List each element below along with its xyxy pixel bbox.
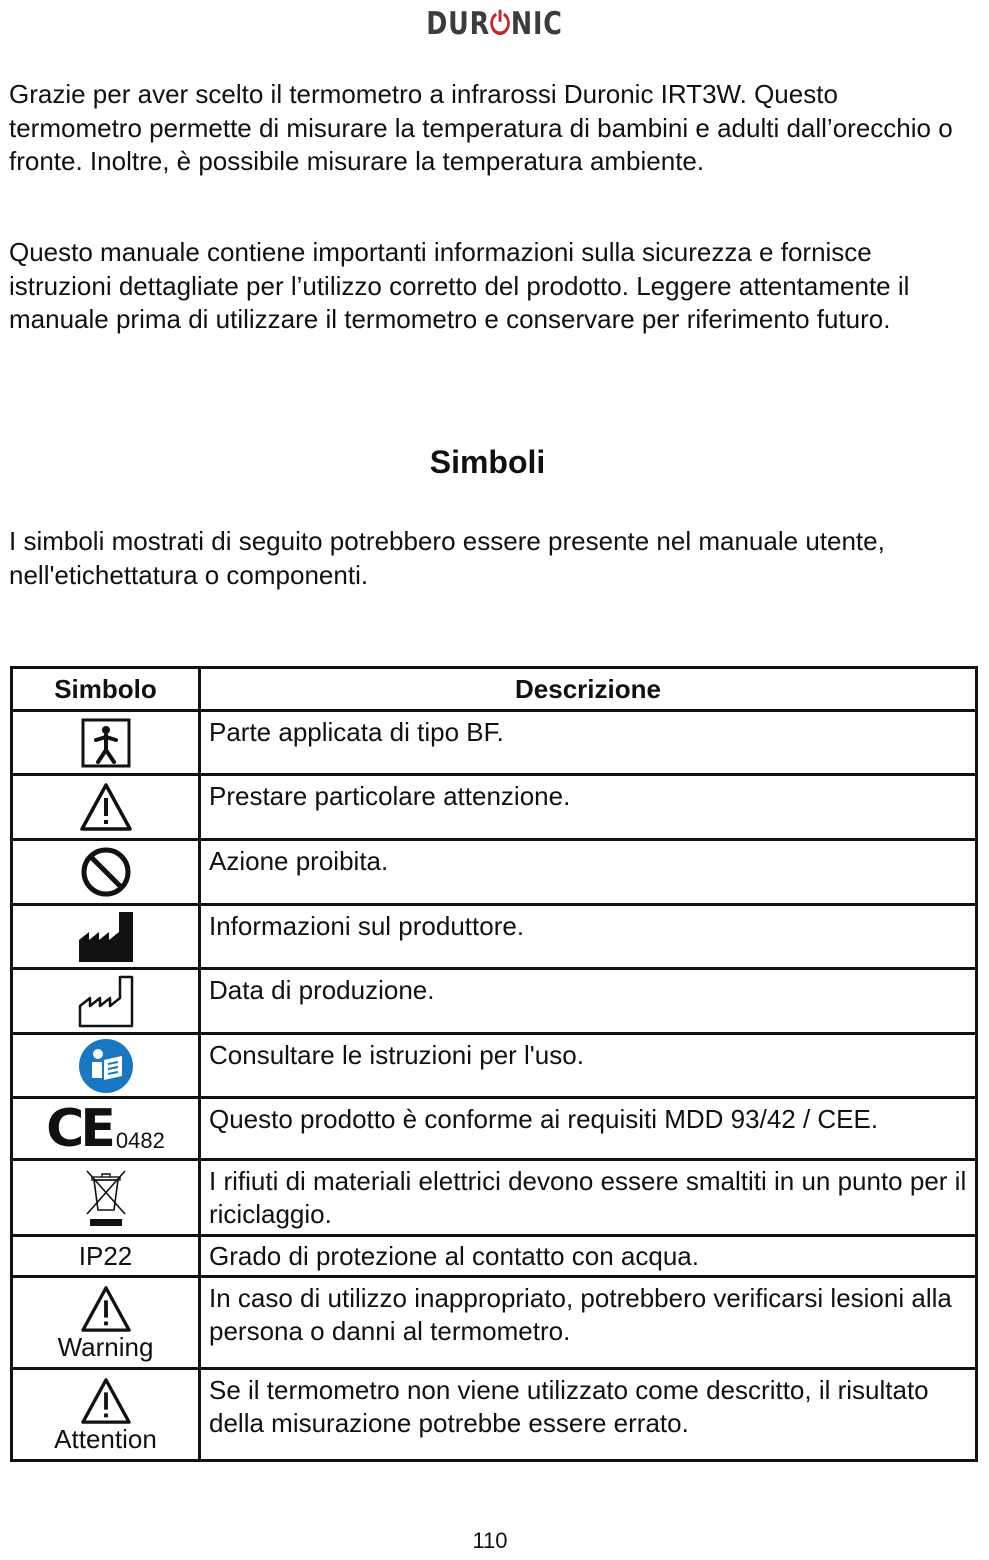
warning-triangle-icon: [80, 1377, 132, 1425]
symbol-cell: [12, 969, 200, 1034]
table-row: [12, 1236, 977, 1277]
description-cell: Questo prodotto è conforme ai requisiti MDD 93/42 / CEE.: [200, 1098, 977, 1160]
symbol-cell: [12, 840, 200, 905]
description-cell: Prestare particolare attenzione.: [200, 775, 977, 840]
prohibited-icon: [80, 846, 132, 898]
table-row: [12, 1277, 977, 1369]
power-icon: ⏻: [489, 6, 511, 42]
ip-rating-label: IP22: [12, 1236, 200, 1277]
table-row: [12, 775, 977, 840]
description-cell: Informazioni sul produttore.: [200, 905, 977, 969]
table-row: [12, 840, 977, 905]
column-header-description: Descrizione: [200, 668, 977, 711]
consult-instructions-icon: [78, 1038, 134, 1094]
column-header-symbol: Simbolo: [12, 668, 200, 711]
symbol-cell: [12, 905, 200, 969]
description-cell: Se il termometro non viene utilizzato come descritto, il risultato della misurazione potrebbe essere errato.: [200, 1369, 977, 1461]
table-row: [12, 1098, 977, 1160]
symbol-cell: [12, 1034, 200, 1098]
warning-triangle-icon: [79, 782, 133, 832]
description-cell: Consultare le istruzioni per l'uso.: [200, 1034, 977, 1098]
page-number: 110: [472, 1528, 508, 1553]
description-cell: Grado di protezione al contatto con acqua.: [200, 1236, 977, 1277]
symbols-table: [10, 666, 978, 1462]
ce-mark-icon: CE: [46, 1098, 112, 1159]
table-row: [12, 711, 977, 775]
description-cell: Data di produzione.: [200, 969, 977, 1034]
manufacture-date-icon: [77, 974, 135, 1028]
table-row: [12, 1034, 977, 1098]
symbol-cell: [12, 1369, 200, 1461]
warning-triangle-icon: [80, 1285, 132, 1333]
table-row: [12, 1369, 977, 1461]
attention-label: Attention: [54, 1423, 157, 1454]
description-cell: Parte applicata di tipo BF.: [200, 711, 977, 775]
description-cell: In caso di utilizzo inappropriato, potrebbero verificarsi lesioni alla persona o danni al termometro.: [200, 1277, 977, 1369]
symbol-cell: [12, 1277, 200, 1369]
table-header-row: [12, 668, 977, 711]
ce-notified-body-number: 0482: [115, 1127, 165, 1153]
description-cell: I rifiuti di materiali elettrici devono essere smaltiti in un punto per il riciclaggio.: [200, 1160, 977, 1236]
table-row: [12, 905, 977, 969]
weee-bin-icon: [82, 1168, 130, 1228]
table-row: [12, 969, 977, 1034]
section-title: Simboli: [429, 444, 546, 480]
description-cell: Azione proibita.: [200, 840, 977, 905]
symbol-cell: [12, 711, 200, 775]
warning-label: Warning: [57, 1331, 154, 1362]
bf-applied-part-icon: [81, 718, 131, 768]
section-intro: I simboli mostrati di seguito potrebbero essere presente nel manuale utente, nell'etichettatura o componenti.: [9, 526, 885, 590]
table-row: [12, 1160, 977, 1236]
brand-logo: DUR⏻NIC: [426, 6, 563, 42]
symbol-cell: [12, 1160, 200, 1236]
manufacturer-icon: [77, 910, 135, 964]
intro-paragraph-1: Grazie per aver scelto il termometro a infrarossi Duronic IRT3W. Questo termometro permette di misurare la temperatura di bambini e adulti dall’orecchio o fronte. Inoltre, è possibile misurare la temperatura ambiente.: [9, 79, 953, 176]
intro-paragraph-2: Questo manuale contiene importanti informazioni sulla sicurezza e fornisce istruzioni dettagliate per l’utilizzo corretto del prodotto. Leggere attentamente il manuale prima di utilizzare il termometro e conservare per riferimento futuro.: [9, 237, 910, 334]
symbol-cell: [12, 775, 200, 840]
symbol-cell: [12, 1098, 200, 1160]
